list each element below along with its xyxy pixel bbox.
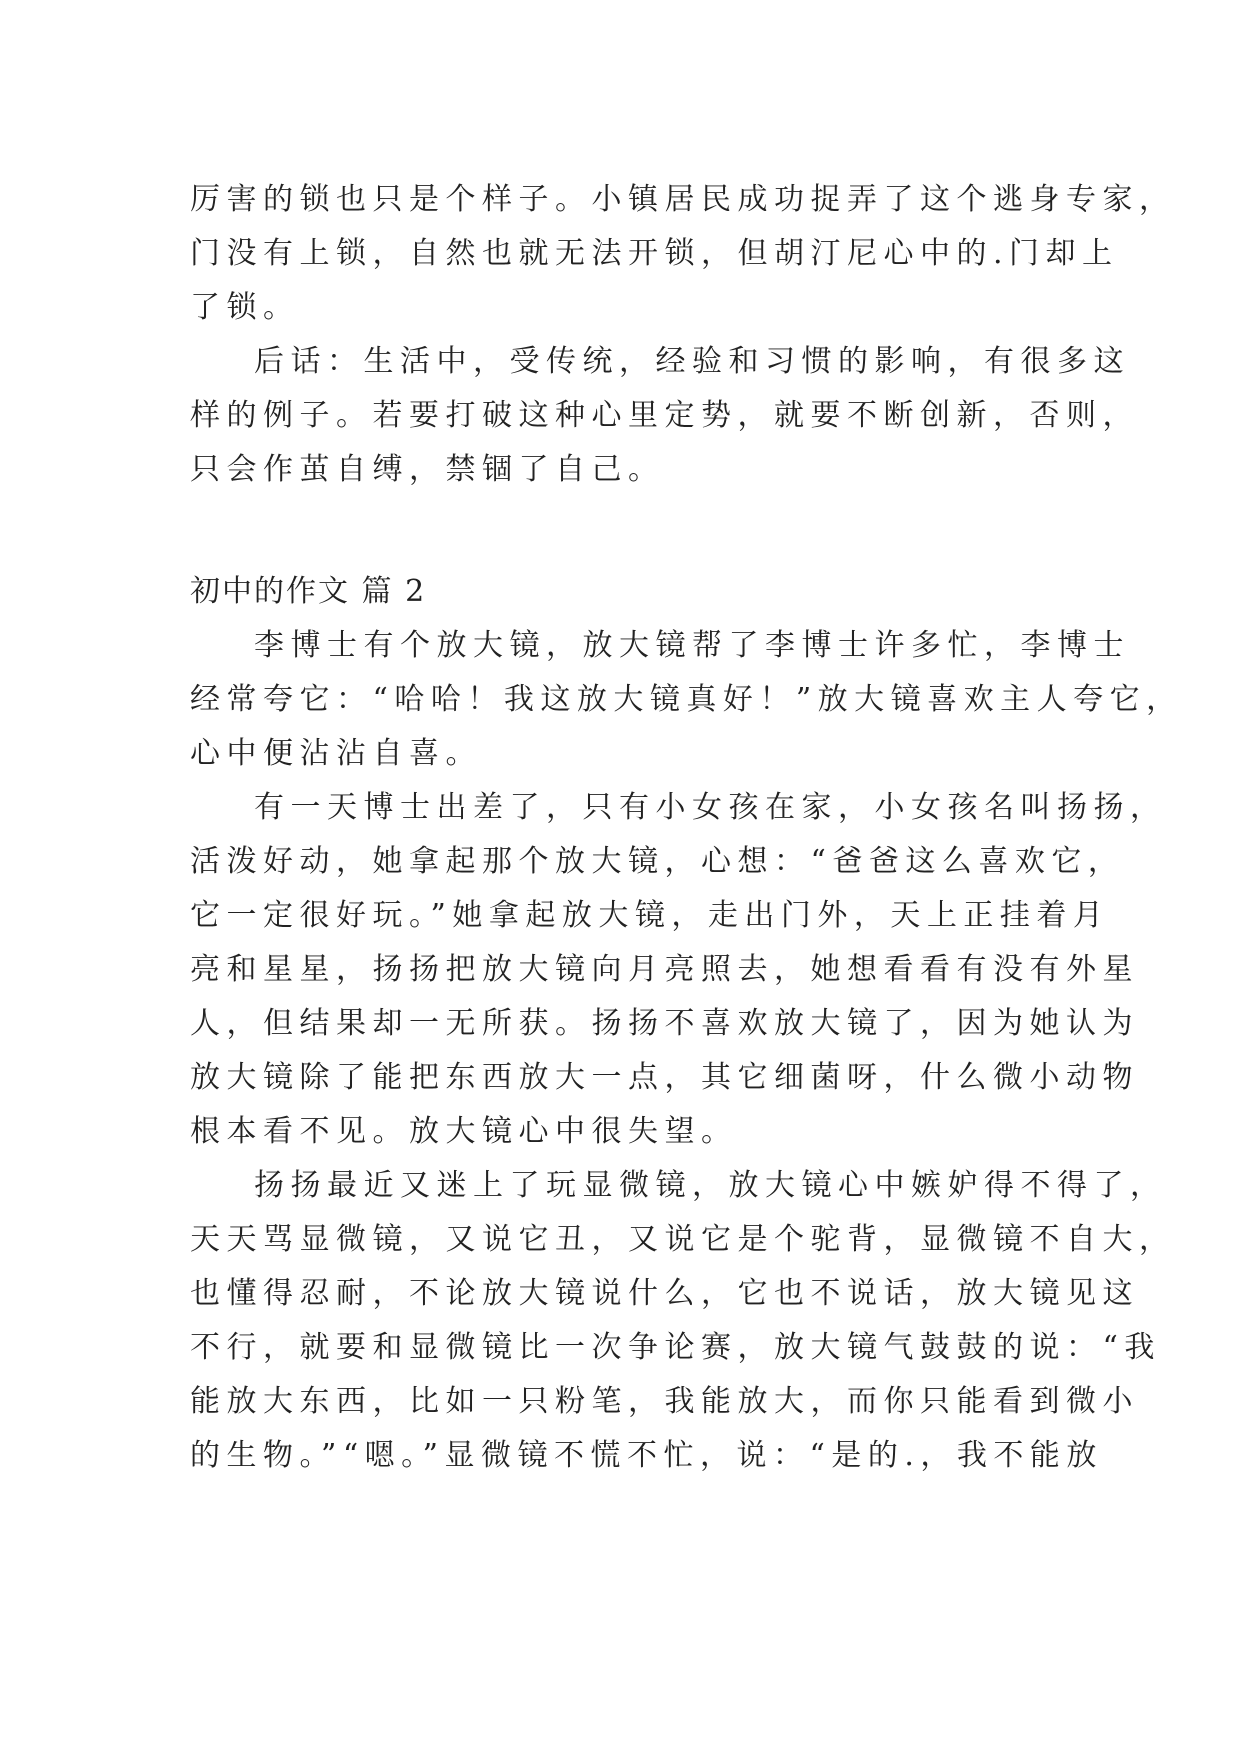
paragraph-line: 了锁。 — [190, 290, 300, 325]
paragraph-line: 厉害的锁也只是个样子。小镇居民成功捉弄了这个逃身专家， — [190, 182, 1176, 217]
paragraph-line: 能放大东西，比如一只粉笔，我能放大，而你只能看到微小 — [190, 1384, 1139, 1419]
paragraph-line: 后话：生活中，受传统，经验和习惯的影响，有很多这 — [254, 344, 1130, 379]
paragraph-line: 样的例子。若要打破这种心里定势，就要不断创新，否则， — [190, 398, 1139, 433]
paragraph-line: 只会作茧自缚，禁锢了自己。 — [190, 452, 665, 487]
paragraph-line: 心中便沾沾自喜。 — [190, 736, 482, 771]
paragraph-line: 经常夸它：“哈哈！我这放大镜真好！”放大镜喜欢主人夸它， — [190, 682, 1183, 717]
paragraph-line: 它一定很好玩。”她拿起放大镜，走出门外，天上正挂着月 — [190, 898, 1110, 933]
paragraph-line: 门没有上锁，自然也就无法开锁，但胡汀尼心中的.门却上 — [190, 236, 1119, 271]
paragraph-line: 有一天博士出差了，只有小女孩在家，小女孩名叫扬扬， — [254, 790, 1167, 825]
paragraph-line: 天天骂显微镜，又说它丑，又说它是个驼背，显微镜不自大， — [190, 1222, 1176, 1257]
paragraph-line: 的生物。”“嗯。”显微镜不慌不忙，说：“是的.，我不能放 — [190, 1438, 1103, 1473]
section-heading: 初中的作文 篇 2 — [190, 574, 427, 609]
paragraph-line: 也懂得忍耐，不论放大镜说什么，它也不说话，放大镜见这 — [190, 1276, 1139, 1311]
paragraph-line: 放大镜除了能把东西放大一点，其它细菌呀，什么微小动物 — [190, 1060, 1139, 1095]
paragraph-line: 根本看不见。放大镜心中很失望。 — [190, 1114, 738, 1149]
paragraph-line: 亮和星星，扬扬把放大镜向月亮照去，她想看看有没有外星 — [190, 952, 1139, 987]
paragraph-line: 活泼好动，她拿起那个放大镜，心想：“爸爸这么喜欢它， — [190, 844, 1125, 879]
paragraph-line: 李博士有个放大镜，放大镜帮了李博士许多忙，李博士 — [254, 628, 1130, 663]
paragraph-line: 不行，就要和显微镜比一次争论赛，放大镜气鼓鼓的说：“我 — [190, 1330, 1161, 1365]
paragraph-line: 人，但结果却一无所获。扬扬不喜欢放大镜了，因为她认为 — [190, 1006, 1139, 1041]
paragraph-line: 扬扬最近又迷上了玩显微镜，放大镜心中嫉妒得不得了， — [254, 1168, 1167, 1203]
